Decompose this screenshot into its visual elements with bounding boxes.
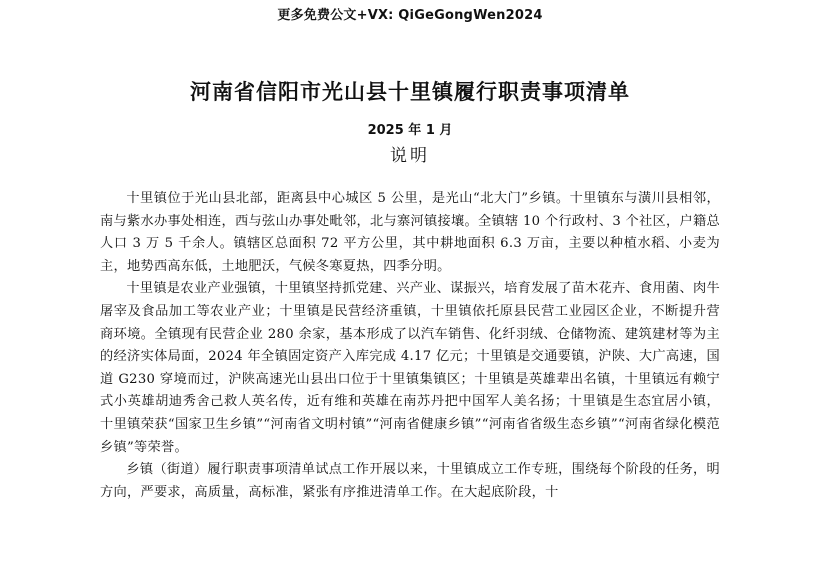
document-body bbox=[100, 188, 720, 504]
watermark-header: 更多免费公文+VX: QiGeGongWen2024 bbox=[277, 8, 543, 23]
document-date: 2025 年 1 月 bbox=[367, 123, 453, 138]
paragraph-overview: 十里镇位于光山县北部，距离县中心城区 5 公里，是光山“北大门”乡镇。十里镇东与潢川县相邻，南与紫水办事处相连，西与弦山办事处毗邻，北与寨河镇接壤。全镇辖 10 个行政村、3 个社区，户籍总人口 3 万 5 千余人。镇辖区总面积 72 平方公里，其中耕地面积 6.3 万亩，主要以种植水稻、小麦为主，地势西高东低，土地肥沃，气候冬寒夏热，四季分明。 bbox=[100, 191, 720, 274]
document-title: 河南省信阳市光山县十里镇履行职责事项清单 bbox=[190, 80, 630, 104]
paragraph-pilot-work: 乡镇（街道）履行职责事项清单试点工作开展以来，十里镇成立工作专班，围绕每个阶段的任务，明方向，严要求，高质量，高标准，紧张有序推进清单工作。在大起底阶段，十 bbox=[100, 462, 720, 500]
document-subtitle: 说明 bbox=[390, 146, 430, 166]
paragraph-industry: 十里镇是农业产业强镇，十里镇坚持抓党建、兴产业、谋振兴，培育发展了苗木花卉、食用菌、肉牛屠宰及食品加工等农业产业；十里镇是民营经济重镇，十里镇依托原县民营工业园区企业，不断提升营商环境。全镇现有民营企业 280 余家，基本形成了以汽车销售、化纤羽绒、仓储物流、建筑建材等为主的经济实体局面，2024 年全镇固定资产入库完成 4.17 亿元；十里镇是交通要镇，沪陕、大广高速，国道 G230 穿境而过，沪陕高速光山县出口位于十里镇集镇区；十里镇是英雄辈出名镇，十里镇远有赖宁式小英雄胡迪秀舍己救人英名传，近有维和英雄在南苏丹把中国军人美名扬；十里镇是生态宜居小镇，十里镇荣获“国家卫生乡镇”“河南省文明村镇”“河南省健康乡镇”“河南省省级生态乡镇”“河南省绿化模范乡镇”等荣誉。 bbox=[100, 281, 720, 455]
